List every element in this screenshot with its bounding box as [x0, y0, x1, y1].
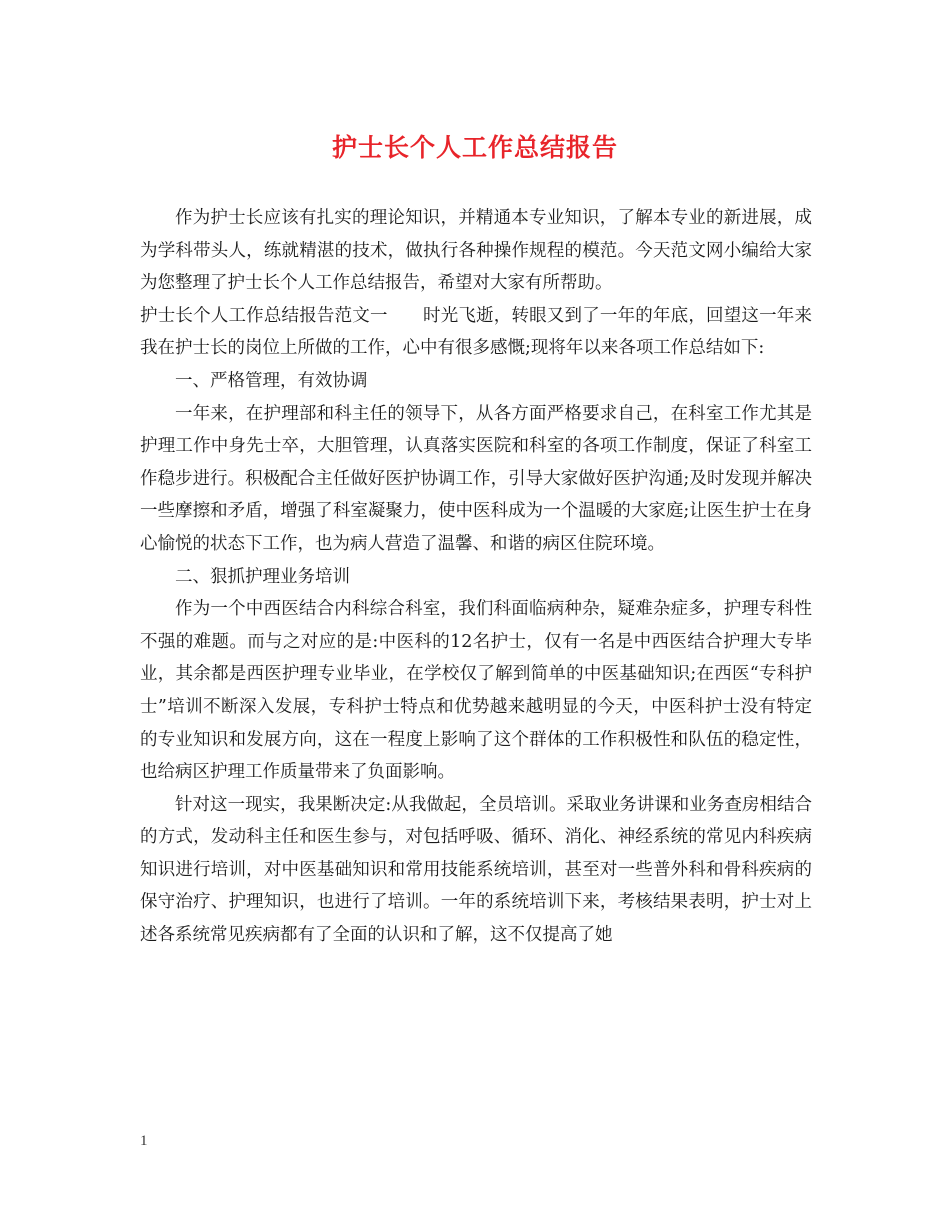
paragraph-training-response: 针对这一现实，我果断决定:从我做起，全员培训。采取业务讲课和业务查房相结合的方式，发动科主任和医生参与，对包括呼吸、循环、消化、神经系统的常见内科疾病知识进行培训，对中医基础知识和常用技能系统培训，甚至对一些普外科和骨科疾病的保守治疗、护理知识，也进行了培训。一年的系统培训下来，考核结果表明，护士对上述各系统常见疾病都有了全面的认识和了解，这不仅提高了她 — [140, 794, 812, 946]
paragraph-intro: 作为护士长应该有扎实的理论知识，并精通本专业知识，了解本专业的新进展，成为学科带头人，练就精湛的技术，做执行各种操作规程的模范。今天范文网小编给大家为您整理了护士长个人工作总结报告，希望对大家有所帮助。 — [140, 208, 812, 294]
paragraph-management: 一年来，在护理部和科主任的领导下，从各方面严格要求自己，在科室工作尤其是护理工作中身先士卒，大胆管理，认真落实医院和科室的各项工作制度，保证了科室工作稳步进行。积极配合主任做好医护协调工作，引导大家做好医护沟通;及时发现并解决一些摩擦和矛盾，增强了科室凝聚力，使中医科成为一个温暖的大家庭;让医生护士在身心愉悦的状态下工作，也为病人营造了温馨、和谐的病区住院环境。 — [140, 403, 812, 554]
document-title: 护士长个人工作总结报告 — [331, 133, 618, 162]
section-heading-management: 一、严格管理，有效协调 — [175, 370, 368, 391]
document-body — [140, 202, 812, 952]
page-number: 1 — [140, 1133, 148, 1149]
paragraph-sample-one: 护士长个人工作总结报告范文一 时光飞逝，转眼又到了一年的年底，回望这一年来我在护士长的岗位上所做的工作，心中有很多感慨;现将年以来各项工作总结如下: — [140, 305, 812, 359]
paragraph-training: 作为一个中西医结合内科综合科室，我们科面临病种杂，疑难杂症多，护理专科性不强的难题。而与之对应的是:中医科的12名护士，仅有一名是中西医结合护理大专毕业，其余都是西医护理专业毕业，在学校仅了解到简单的中医基础知识;在西医“专科护士”培训不断深入发展，专科护士特点和优势越来越明显的今天，中医科护士没有特定的专业知识和发展方向，这在一程度上影响了这个群体的工作积极性和队伍的稳定性，也给病区护理工作质量带来了负面影响。 — [140, 599, 812, 783]
section-heading-training: 二、狠抓护理业务培训 — [175, 566, 350, 587]
